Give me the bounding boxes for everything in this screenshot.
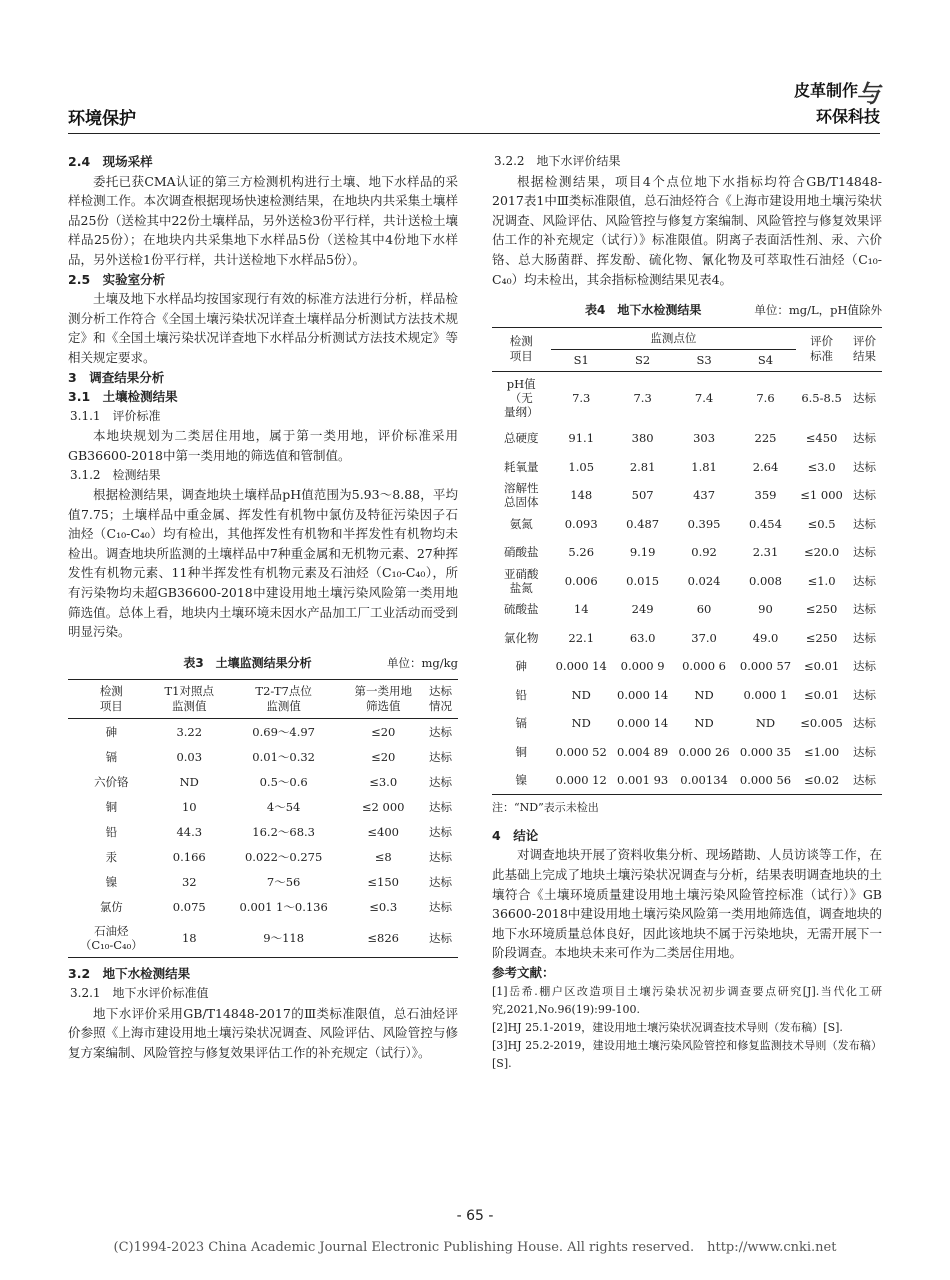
table4-caption — [492, 301, 882, 321]
table-row — [492, 481, 882, 510]
table-cell: 359 — [754, 488, 777, 502]
paragraph: 本地块规划为二类居住用地，属于第一类用地，评价标准采用GB36600-2018中第一类用地的筛选值和管制值。 — [68, 428, 458, 463]
table-cell: 225 — [754, 431, 777, 445]
table-cell: 507 — [631, 488, 654, 502]
table4-point-header: S3 — [673, 349, 734, 371]
table-cell: 0.000 14 — [555, 659, 607, 673]
table-row — [68, 769, 458, 794]
table-cell: 0.001 93 — [617, 773, 669, 787]
table-cell: 0.92 — [691, 545, 717, 559]
journal-logo-glyph: 与 — [856, 79, 880, 108]
paragraph: 土壤及地下水样品均按国家现行有效的标准方法进行分析，样品检测分析工作符合《全国土壤污染状况详查土壤样品分析测试方法技术规定》和《全国土壤污染状况详查地下水样品分析测试方法技术规定》等相关规定要求。 — [68, 291, 458, 365]
table-cell: 铅 — [105, 824, 118, 839]
table3-header-cell: T2-T7点位 监测值 — [224, 680, 344, 719]
table-cell: ≤0.3 — [369, 899, 398, 914]
table-cell: ≤250 — [805, 630, 838, 645]
table-cell: 0.000 26 — [678, 744, 730, 759]
table-row — [492, 538, 882, 567]
table-cell: 砷 — [105, 724, 118, 739]
table-cell: 22.1 — [568, 630, 595, 645]
table-cell: 380 — [631, 431, 654, 445]
table-row — [492, 709, 882, 738]
table-cell: ≤400 — [367, 824, 399, 839]
table-cell: 达标 — [852, 687, 876, 702]
table-cell: 达标 — [852, 659, 876, 673]
table-cell: 达标 — [852, 602, 876, 616]
table-cell: 32 — [181, 874, 197, 889]
table-cell: 0.000 14 — [617, 687, 669, 702]
table-cell: pH值 （无 量纲） — [504, 376, 539, 419]
table-cell: 10 — [181, 799, 197, 814]
table-cell: 达标 — [429, 724, 452, 739]
table-cell: 达标 — [852, 516, 876, 531]
section-heading: 3 调查结果分析 — [68, 369, 165, 385]
table-cell: ≤2 000 — [361, 799, 405, 814]
table-cell: ND — [694, 687, 714, 702]
table-cell: 0.075 — [172, 899, 206, 914]
table-row — [68, 719, 458, 745]
table-cell: 7.3 — [572, 390, 591, 405]
table-row — [68, 794, 458, 819]
table-cell: 249 — [631, 602, 654, 616]
table-cell: 镍 — [515, 773, 527, 787]
section-heading: 2.4 现场采样 — [68, 154, 153, 169]
table-cell: 达标 — [429, 749, 452, 764]
table-cell: 石油烃 （C₁₀-C₄₀） — [79, 924, 143, 953]
table-cell: 0.000 52 — [555, 744, 607, 759]
subsection-heading: 3.2.1 地下水评价标准值 — [70, 986, 209, 1001]
table-cell: 9.19 — [629, 545, 656, 559]
copyright-line: (C)1994-2023 China Academic Journal Electronic Publishing House. All rights reserved. http://www.cnki.net — [113, 1240, 837, 1255]
table-cell: 0.006 — [564, 573, 598, 588]
table-cell: ≤3.0 — [369, 774, 398, 789]
table-cell: ≤20.0 — [803, 545, 840, 559]
table-cell: 0.000 35 — [739, 744, 792, 759]
table3-header-cell: 检测 项目 — [68, 680, 155, 719]
table-cell: 达标 — [852, 630, 876, 645]
table-cell: ≤0.5 — [807, 516, 836, 531]
table-cell: 148 — [570, 488, 593, 502]
table-cell: 达标 — [852, 744, 876, 759]
table-cell: 0.487 — [626, 516, 660, 531]
table-cell: 16.2～68.3 — [252, 824, 315, 839]
table-cell: 氯化物 — [504, 630, 539, 645]
table-cell: ≤1.0 — [807, 573, 836, 588]
table-cell: ≤8 — [374, 849, 392, 864]
table-cell: 303 — [693, 431, 716, 445]
groundwater-results-table — [492, 327, 882, 796]
table-cell: ≤1.00 — [803, 744, 840, 759]
table-cell: ≤0.005 — [800, 716, 843, 730]
table-row — [68, 919, 458, 958]
table-cell: ≤0.01 — [803, 687, 840, 702]
table-cell: 2.31 — [752, 545, 779, 559]
table-row — [492, 424, 882, 453]
table-cell: 溶解性 总固体 — [504, 481, 539, 509]
section-heading: 3.1 土壤检测结果 — [68, 389, 178, 405]
table-row — [492, 509, 882, 538]
table-cell: ≤250 — [805, 602, 838, 616]
table-cell: 0.000 6 — [682, 659, 726, 673]
table4-note: 注：“ND”表示未检出 — [492, 801, 599, 815]
table-row — [492, 737, 882, 766]
table-cell: 0.000 56 — [739, 773, 792, 787]
table-cell: ≤3.0 — [807, 459, 836, 474]
table-row — [492, 766, 882, 795]
page-number: - 65 - — [456, 1208, 494, 1224]
table-cell: 达标 — [852, 390, 876, 405]
table-cell: 达标 — [852, 545, 876, 559]
table4-header-std: 评价 标准 — [796, 327, 847, 371]
table-cell: 镉 — [105, 749, 118, 764]
table-row — [68, 819, 458, 844]
table4-point-header: S2 — [612, 349, 673, 371]
table-cell: 7～56 — [266, 874, 301, 889]
table-cell: 44.3 — [176, 824, 203, 839]
table-cell: 0.03 — [176, 749, 203, 764]
header-divider — [68, 133, 880, 134]
table-cell: 铅 — [515, 687, 527, 702]
table-cell: 达标 — [852, 716, 876, 730]
table-cell: 7.6 — [756, 390, 775, 405]
table3-caption — [68, 654, 458, 674]
table-cell: 达标 — [429, 799, 452, 814]
table-cell: ND — [755, 716, 776, 730]
table-cell: 达标 — [429, 774, 452, 789]
table4-title: 表4 地下水检测结果 — [584, 303, 702, 318]
table3-header-cell: T1对照点 监测值 — [155, 680, 224, 719]
table-cell: ND — [571, 687, 591, 702]
paragraph: 对调查地块开展了资料收集分析、现场踏勘、人员访谈等工作，在此基础上完成了地块土壤污染状况调查与分析，结果表明调查地块的土壤符合《土壤环境质量建设用地土壤污染风险管控标准（试行）》GB 36600-2018中建设用地土壤污染风险第一类用地筛选值，调查地块的地下水环境质量总体良好，因此该地块不属于污染地块，无需开展下一阶段调查。本地块未来可作为二类居住用地。 — [492, 847, 882, 961]
table-cell: 氯仿 — [99, 899, 123, 914]
table-cell: ≤20 — [371, 749, 396, 764]
table-cell: 1.81 — [691, 459, 717, 474]
journal-name-line2: 环保科技 — [815, 107, 880, 126]
table-cell: 达标 — [852, 488, 876, 502]
paragraph: 地下水评价采用GB/T14848-2017的Ⅲ类标准限值，总石油烃评价参照《上海市建设用地土壤污染状况调查、风险评估、风险管控与修复方案编制、风险管控与修复效果评估工作的补充规定（试行）》。 — [68, 1005, 458, 1060]
table-row — [68, 894, 458, 919]
table-cell: ≤150 — [367, 874, 399, 889]
table-cell: 镉 — [515, 716, 527, 730]
table-cell: 2.64 — [752, 459, 779, 474]
table-row — [68, 869, 458, 894]
table-row — [68, 744, 458, 769]
table-cell: 0.004 89 — [617, 744, 669, 759]
table-cell: 耗氧量 — [504, 459, 539, 474]
table-cell: 达标 — [429, 899, 452, 914]
table-cell: 达标 — [852, 773, 876, 787]
journal-section-title: 环境保护 — [68, 109, 136, 129]
reference-item: [1]岳希.棚户区改造项目土壤污染状况初步调查要点研究[J].当代化工研究,2021,No.96(19):99-100. — [492, 984, 882, 1016]
table-cell: ≤0.01 — [803, 659, 840, 673]
table-row — [492, 680, 882, 709]
table-cell: ≤450 — [805, 431, 838, 445]
table-cell: 达标 — [852, 431, 876, 445]
paragraph: 根据检测结果，项目4个点位地下水指标均符合GB/T14848-2017表1中Ⅲ类标准限值，总石油烃符合《上海市建设用地土壤污染状况调查、风险评估、风险管控与修复方案编制、风险管控与修复效果评估工作的补充规定（试行）》标准限值。阴离子表面活性剂、汞、六价铬、总大肠菌群、挥发酚、硫化物、氰化物及可萃取性石油烃（C₁₀-C₄₀）均未检出，其余指标检测结果见表4。 — [492, 173, 882, 287]
table-cell: ND — [571, 716, 591, 730]
table-cell: 4～54 — [266, 799, 301, 814]
table-cell: 1.05 — [568, 459, 595, 474]
table-cell: 18 — [181, 931, 197, 946]
table-cell: 0.022～0.275 — [244, 849, 323, 864]
table-cell: 49.0 — [752, 630, 779, 645]
table-cell: 氨氮 — [509, 516, 533, 531]
paragraph: 委托已获CMA认证的第三方检测机构进行土壤、地下水样品的采样检测工作。本次调查根据现场快速检测结果，在地块内共采集土壤样品25份（送检其中22份土壤样品，另外送检3份平行样，共计送检土壤样品25份）；在地块内共采集地下水样品5份（送检其中4份地下水样品，另外送检1份平行样，共计送检地下水样品5份）。 — [68, 173, 458, 267]
table-cell: 0.008 — [749, 573, 782, 588]
table-cell: 14 — [573, 602, 589, 616]
table4-point-header: S1 — [551, 349, 612, 371]
table3-header-cell: 第一类用地 筛选值 — [343, 680, 423, 719]
table-cell: 达标 — [429, 849, 452, 864]
left-column — [68, 152, 458, 1062]
table3-title: 表3 土壤监测结果分析 — [183, 655, 312, 670]
table-cell: 437 — [693, 488, 716, 502]
table4-header-item: 检测 项目 — [492, 327, 551, 371]
table-cell: 7.3 — [633, 390, 652, 405]
table-cell: 37.0 — [691, 630, 717, 645]
table4-point-header: S4 — [735, 349, 796, 371]
reference-item: [2]HJ 25.1-2019，建设用地土壤污染状况调查技术导则（发布稿）[S]. — [492, 1020, 843, 1034]
table-cell: 0.000 9 — [620, 659, 665, 673]
soil-results-table — [68, 679, 458, 958]
table-cell: ≤20 — [371, 724, 396, 739]
table-cell: 亚硝酸 盐氮 — [504, 566, 539, 595]
table-cell: 63.0 — [629, 630, 656, 645]
table-cell: 达标 — [852, 573, 876, 588]
table-cell: 0.001 1～0.136 — [239, 899, 328, 914]
table-row — [492, 595, 882, 624]
table-row — [492, 452, 882, 481]
subsection-heading: 3.1.2 检测结果 — [70, 467, 161, 482]
table-cell: 90 — [758, 602, 773, 616]
subsection-heading: 3.2.2 地下水评价结果 — [494, 154, 621, 168]
table4-header-result: 评价 结果 — [847, 327, 882, 371]
table-cell: ≤1 000 — [800, 488, 843, 502]
table-cell: 7.4 — [694, 390, 714, 405]
table-cell: 0.015 — [626, 573, 660, 588]
table-cell: 91.1 — [568, 431, 595, 445]
table-cell: 达标 — [852, 459, 876, 474]
table-cell: 硝酸盐 — [504, 545, 539, 559]
table3-unit: 单位：mg/kg — [387, 655, 458, 670]
table-cell: 3.22 — [176, 724, 203, 739]
table-cell: 0.5～0.6 — [259, 774, 308, 789]
table-cell: 0.395 — [687, 516, 721, 531]
table-cell: 0.454 — [749, 516, 782, 531]
journal-name-line1: 皮革制作 — [793, 81, 858, 100]
table-row — [68, 844, 458, 869]
section-heading: 3.2 地下水检测结果 — [68, 966, 191, 982]
table-cell: 0.00134 — [680, 773, 728, 787]
table-row — [492, 371, 882, 424]
table-cell: ≤0.02 — [803, 773, 840, 787]
table-cell: 0.166 — [172, 849, 206, 864]
table-cell: 六价铬 — [94, 774, 129, 789]
table-cell: 5.26 — [568, 545, 595, 559]
table-cell: 9～118 — [263, 931, 305, 946]
table-cell: 60 — [696, 602, 712, 616]
table-cell: ND — [179, 774, 199, 789]
right-column — [492, 152, 882, 1073]
table-cell: ≤826 — [367, 931, 399, 946]
table-cell: 0.000 57 — [739, 659, 792, 673]
table-cell: 0.69～4.97 — [252, 724, 315, 739]
section-heading: 2.5 实验室分析 — [68, 271, 166, 287]
table-cell: 0.093 — [564, 516, 598, 531]
paragraph: 根据检测结果，调查地块土壤样品pH值范围为5.93～8.88，平均值7.75；土壤样品中重金属、挥发性有机物中氯仿及特征污染因子石油烃（C₁₀-C₄₀）均有检出，其他挥发性有机物和半挥发性有机物均未检出。调查地块所监测的土壤样品中7种重金属和无机物元素、27种挥发性有机物元素、11种半挥发性有机物元素及石油烃（C₁₀-C₄₀），所有污染物均未超GB36600-2018中建设用地土壤污染风险第一类用地筛选值。总体上看，地块内土壤环境未因水产品加工厂工业活动而受到明显污染。 — [68, 487, 458, 640]
table-cell: 0.000 1 — [743, 687, 788, 702]
table-cell: 0.000 14 — [617, 716, 669, 730]
table-row — [492, 566, 882, 595]
table-cell: 铜 — [105, 799, 118, 814]
subsection-heading: 3.1.1 评价标准 — [70, 408, 161, 423]
section-heading: 4 结论 — [492, 827, 539, 843]
table-cell: 达标 — [429, 874, 452, 889]
table-cell: 0.024 — [687, 573, 721, 588]
table-cell: 镍 — [105, 874, 118, 889]
table-cell: 硫酸盐 — [504, 602, 539, 616]
table-cell: 达标 — [429, 931, 452, 946]
table4-unit: 单位：mg/L，pH值除外 — [754, 303, 882, 318]
table-cell: 6.5-8.5 — [801, 390, 842, 405]
reference-item: [3]HJ 25.2-2019，建设用地土壤污染风险管控和修复监测技术导则（发布稿）[S]. — [492, 1038, 882, 1070]
table-cell: 铜 — [515, 744, 527, 759]
table-cell: 汞 — [105, 849, 118, 864]
references-heading: 参考文献： — [492, 965, 555, 980]
table-cell: 0.01～0.32 — [252, 749, 315, 764]
table-cell: 达标 — [429, 824, 452, 839]
table-cell: 0.000 12 — [555, 773, 607, 787]
table3-header-cell: 达标 情况 — [423, 680, 458, 719]
table-row — [492, 652, 882, 681]
table-cell: ND — [694, 716, 714, 730]
table-cell: 总硬度 — [504, 431, 539, 445]
table-row — [492, 623, 882, 652]
table4-header-group: 监测点位 — [551, 327, 797, 349]
table-cell: 砷 — [515, 659, 527, 673]
table-cell: 2.81 — [629, 459, 656, 474]
